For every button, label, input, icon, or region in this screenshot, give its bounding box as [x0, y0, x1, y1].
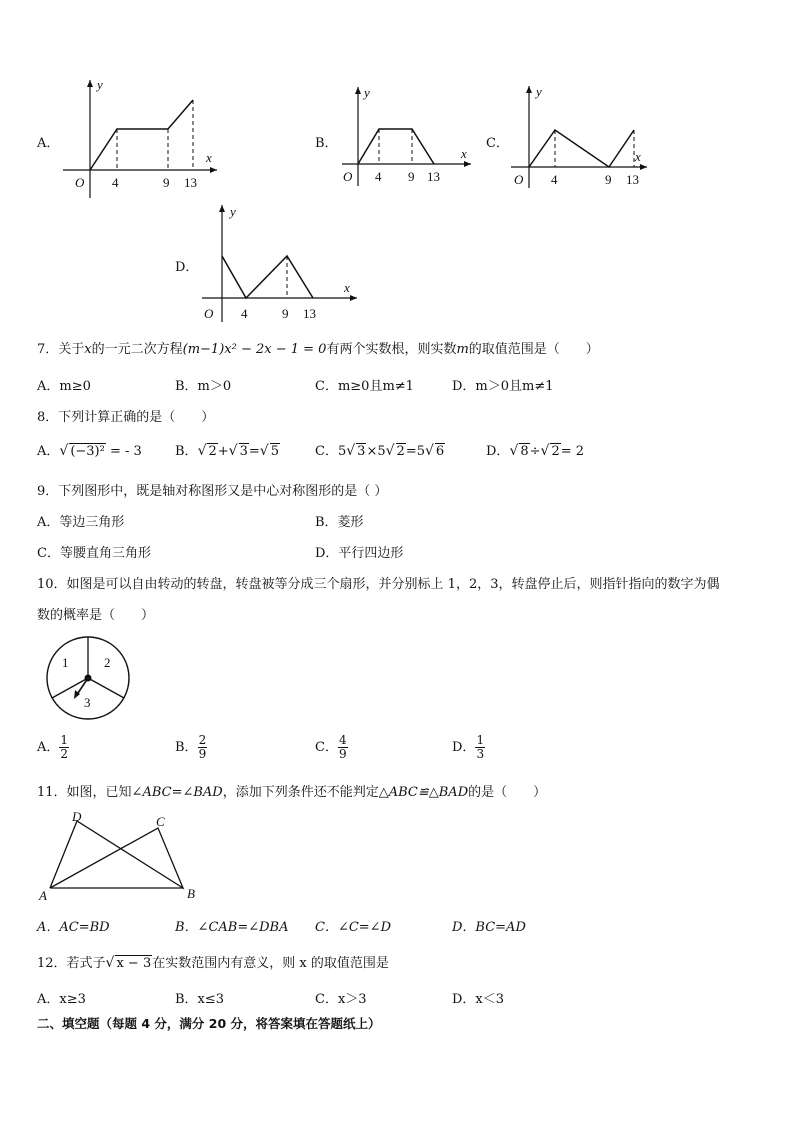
q7-stem-m: m	[456, 342, 469, 357]
q8-b-r3: 5	[270, 444, 279, 459]
q11-stem-cond: ∠ABC=∠BAD	[131, 785, 223, 800]
q10-sector-1: 1	[62, 655, 69, 670]
q6-d-line	[222, 256, 313, 298]
q8-c-label: C．	[315, 444, 338, 459]
q8-d-eq: = 2	[560, 444, 585, 459]
q7-option-b: B．m＞0	[175, 379, 232, 394]
q6-c-tick-4: 4	[551, 172, 558, 187]
q6-option-d-label: D．	[175, 260, 199, 275]
q8-option-c: C．5√ 3×5√ 2=5√ 6	[315, 443, 445, 459]
q6-d-origin: O	[204, 306, 214, 321]
q10-c-den: 9	[338, 747, 347, 761]
q11-point-c: C	[156, 814, 165, 829]
q7-option-c: C．m≥0且m≠1	[315, 379, 414, 394]
q9-option-b: B．菱形	[315, 515, 364, 530]
q7-stem-x: x	[84, 342, 92, 357]
q8-b-eq: =	[248, 444, 260, 459]
q10-b-label: B．	[175, 740, 198, 755]
q12-radicand: x − 3	[116, 956, 152, 971]
q6-a-tick-13: 13	[184, 175, 197, 190]
q10-d-den: 3	[476, 747, 485, 761]
q8-c-r3: 6	[435, 444, 445, 459]
q6-b-tick-9: 9	[408, 169, 415, 184]
q8-d-r1: 8	[520, 444, 529, 459]
q10-option-b	[175, 734, 207, 761]
q8-stem: 8．下列计算正确的是（ ）	[37, 410, 215, 425]
q7-stem	[37, 338, 599, 357]
q8-d-r2: 2	[551, 444, 560, 459]
q6-graph-a	[55, 72, 225, 202]
q9-option-c: C．等腰直角三角形	[37, 546, 151, 561]
q10-stem-line2: 数的概率是（ ）	[37, 608, 155, 623]
q6-d-tick-13: 13	[303, 306, 316, 321]
q6-a-axis-y: y	[97, 77, 103, 92]
q8-c-eq: =5	[405, 444, 425, 459]
q6-c-tick-9: 9	[605, 172, 612, 187]
q6-option-c-label: C．	[486, 136, 509, 151]
q11-stem-pre: 11．如图，已知	[37, 785, 132, 800]
q8-option-d: D．√ 8÷√ 2= 2	[486, 443, 585, 459]
q11-option-d: D．BC=AD	[452, 920, 526, 935]
q6-d-tick-4: 4	[241, 306, 248, 321]
q8-b-r2: 3	[239, 444, 248, 459]
q12-stem-post: 在实数范围内有意义，则 x 的取值范围是	[152, 956, 389, 971]
q6-b-tick-4: 4	[375, 169, 382, 184]
q6-a-tick-9: 9	[163, 175, 170, 190]
q11-option-a: A．AC=BD	[37, 920, 110, 935]
q6-b-axis-y: y	[364, 85, 370, 100]
q6-graph-d	[198, 200, 363, 325]
q8-c-r2: 2	[396, 444, 405, 459]
q8-a-rest: = - 3	[105, 444, 142, 459]
q7-option-d: D．m＞0且m≠1	[452, 379, 554, 394]
q7-equation: (m−1)x² − 2x − 1 = 0	[182, 342, 327, 357]
q11-stem	[37, 781, 546, 800]
q10-a-num: 1	[60, 733, 69, 747]
q7-option-a: A．m≥0	[37, 379, 91, 394]
q6-graph-b	[337, 82, 477, 190]
q8-a-radicand: (−3)²	[70, 444, 105, 459]
q6-d-axis-y: y	[230, 204, 236, 219]
q11-figure	[36, 808, 206, 902]
q6-b-tick-13: 13	[427, 169, 440, 184]
q7-stem-post: 有两个实数根，则实数	[326, 342, 457, 357]
q11-stem-mid: ，添加下列条件还不能判定	[222, 785, 379, 800]
q10-d-num: 1	[476, 733, 485, 747]
q9-option-d: D．平行四边形	[315, 546, 404, 561]
q10-sector-2: 2	[104, 655, 111, 670]
q12-option-a: A．x≥3	[37, 992, 86, 1007]
q6-option-b-label: B．	[315, 136, 338, 151]
q6-c-line	[529, 130, 634, 167]
q10-c-num: 4	[338, 733, 347, 747]
q10-c-label: C．	[315, 740, 338, 755]
q11-point-a: A	[39, 888, 47, 903]
q8-c-r1: 3	[357, 444, 366, 459]
q8-option-b: B．√ 2+√ 3=√ 5	[175, 443, 279, 459]
section2-title: 二、填空题（每题 4 分，满分 20 分，将答案填在答题纸上）	[37, 1016, 381, 1031]
q8-b-label: B．	[175, 444, 198, 459]
q11-stem-tri: △ABC≌△BAD	[378, 785, 469, 800]
q6-d-tick-9: 9	[282, 306, 289, 321]
q10-sector-3: 3	[84, 695, 91, 710]
q12-option-b: B．x≤3	[175, 992, 225, 1007]
q11-option-b: B．∠CAB=∠DBA	[175, 920, 289, 935]
q6-b-origin: O	[343, 169, 353, 184]
q11-stem-end: 的是（ ）	[468, 785, 547, 800]
q6-a-axis-x: x	[206, 150, 212, 165]
q12-option-c: C．x＞3	[315, 992, 367, 1007]
q10-stem-line1: 10．如图是可以自由转动的转盘，转盘被等分成三个扇形，并分别标上 1，2，3，转盘停止后，则指针指向的数字为偶	[37, 577, 720, 592]
q11-option-c: C．∠C=∠D	[315, 920, 391, 935]
q8-a-label: A．	[37, 444, 60, 459]
q6-c-origin: O	[514, 172, 524, 187]
q6-a-line	[90, 100, 193, 170]
q6-d-axis-x: x	[344, 280, 350, 295]
q8-option-a: A．√ (−3)² = - 3	[37, 443, 142, 459]
q8-d-op: ÷	[529, 444, 541, 459]
q7-stem-pre: 7．关于	[37, 342, 85, 357]
q6-graph-c	[509, 80, 651, 190]
q7-stem-mid: 的一元二次方程	[91, 342, 183, 357]
q11-point-d: D	[72, 809, 82, 824]
q6-b-line	[358, 129, 434, 164]
q6-option-a-label: A．	[37, 136, 60, 151]
q6-a-tick-4: 4	[112, 175, 119, 190]
q10-option-a	[37, 734, 69, 761]
q8-b-op1: +	[217, 444, 229, 459]
q8-d-label: D．	[486, 444, 510, 459]
q10-b-den: 9	[198, 747, 207, 761]
q12-stem-pre: 12．若式子	[37, 956, 106, 971]
q12-option-d: D．x＜3	[452, 992, 505, 1007]
q10-d-label: D．	[452, 740, 476, 755]
q7-stem-end: 的取值范围是（ ）	[468, 342, 599, 357]
q10-option-d	[452, 734, 485, 761]
q8-c-op: ×5	[366, 444, 386, 459]
q8-b-r1: 2	[208, 444, 217, 459]
q6-c-axis-x: x	[635, 149, 641, 164]
q10-b-num: 2	[198, 733, 207, 747]
q6-a-origin: O	[75, 175, 85, 190]
q6-c-axis-y: y	[536, 84, 542, 99]
q10-spinner	[44, 634, 134, 724]
q10-a-label: A．	[37, 740, 60, 755]
q10-option-c	[315, 734, 348, 761]
q12-stem: 12．若式子√ x − 3在实数范围内有意义，则 x 的取值范围是	[37, 955, 389, 971]
q8-c-coef1: 5	[337, 444, 347, 459]
q9-option-a: A．等边三角形	[37, 515, 125, 530]
q6-c-tick-13: 13	[626, 172, 639, 187]
q6-b-axis-x: x	[461, 146, 467, 161]
q9-stem: 9．下列图形中，既是轴对称图形又是中心对称图形的是（ ）	[37, 484, 388, 499]
q10-a-den: 2	[60, 747, 69, 761]
q11-point-b: B	[187, 886, 195, 901]
